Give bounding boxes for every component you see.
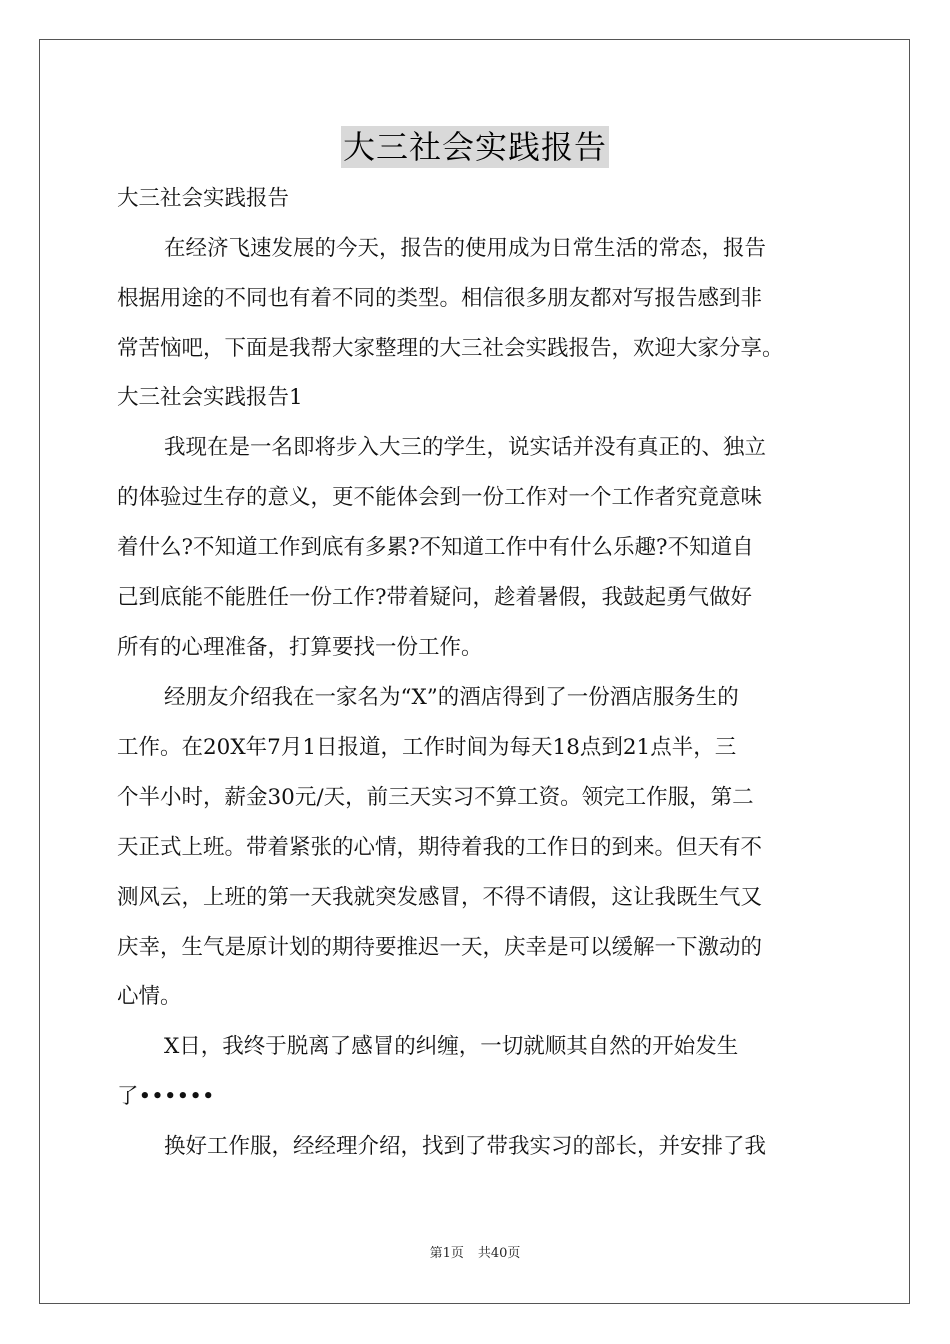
paragraph-line: 根据用途的不同也有着不同的类型。相信很多朋友都对写报告感到非: [117, 286, 763, 311]
paragraph-line: 测风云，上班的第一天我就突发感冒，不得不请假，这让我既生气又: [117, 885, 763, 910]
paragraph-line: 个半小时，薪金30元/天，前三天实习不算工资。领完工作服，第二: [117, 785, 754, 810]
paragraph-line: 着什么?不知道工作到底有多累?不知道工作中有什么乐趣?不知道自: [117, 535, 754, 560]
paragraph-line: 心情。: [117, 984, 182, 1009]
paragraph-line: 经朋友介绍我在一家名为“X”的酒店得到了一份酒店服务生的: [164, 685, 739, 710]
paragraph-line: 天正式上班。带着紧张的心情，期待着我的工作日的到来。但天有不: [117, 835, 763, 860]
paragraph-line: 所有的心理准备，打算要找一份工作。: [117, 635, 483, 660]
paragraph-line: 的体验过生存的意义，更不能体会到一份工作对一个工作者究竟意味: [117, 485, 763, 510]
page-border: [39, 39, 910, 1304]
document-title: 大三社会实践报告: [342, 128, 607, 166]
page-footer: [0, 1245, 950, 1263]
paragraph-line: 常苦恼吧，下面是我帮大家整理的大三社会实践报告，欢迎大家分享。: [117, 336, 784, 361]
section-heading: 大三社会实践报告1: [117, 385, 303, 410]
paragraph-line: 换好工作服，经经理介绍，找到了带我实习的部长，并安排了我: [164, 1134, 767, 1159]
paragraph-line: 了••••••: [117, 1084, 215, 1109]
page-number: 第1页: [429, 1246, 464, 1261]
paragraph-line: 庆幸，生气是原计划的期待要推迟一天，庆幸是可以缓解一下激动的: [117, 935, 763, 960]
page-total: 共40页: [477, 1246, 521, 1261]
paragraph-line: 工作。在20X年7月1日报道，工作时间为每天18点到21点半，三: [117, 735, 737, 760]
paragraph-line: X日，我终于脱离了感冒的纠缠，一切就顺其自然的开始发生: [164, 1034, 739, 1059]
paragraph-line: 己到底能不能胜任一份工作?带着疑问，趁着暑假，我鼓起勇气做好: [117, 585, 753, 610]
title-container: [0, 126, 950, 168]
paragraph-line: 在经济飞速发展的今天，报告的使用成为日常生活的常态，报告: [164, 236, 767, 261]
paragraph-line: 我现在是一名即将步入大三的学生，说实话并没有真正的、独立: [164, 435, 767, 460]
subtitle-line: 大三社会实践报告: [117, 186, 290, 211]
